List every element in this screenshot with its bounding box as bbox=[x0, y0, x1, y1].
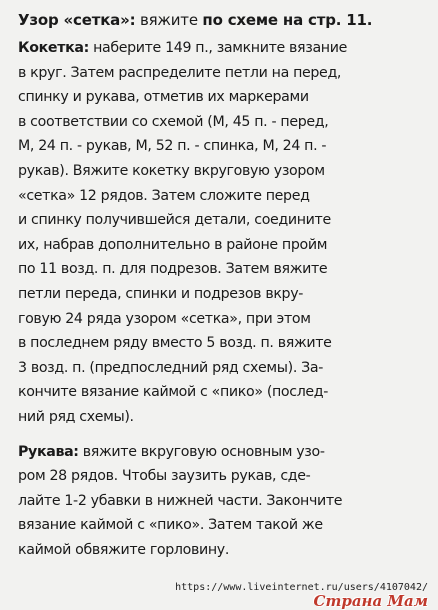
heading-reference: по схеме на стр. 11. bbox=[202, 11, 373, 29]
section-yoke bbox=[18, 36, 430, 430]
yoke-line-8: их, набрав дополнительно в районе пройм bbox=[18, 236, 328, 253]
yoke-line-3: в соответствии со схемой (М, 45 п. - перед, bbox=[18, 113, 329, 130]
yoke-line-2: спинку и рукава, отметив их маркерами bbox=[18, 89, 309, 106]
sleeves-line-3: вязание каймой с «пико». Затем такой же bbox=[18, 517, 323, 534]
yoke-line-5: рукав). Вяжите кокетку вкруговую узором bbox=[18, 162, 325, 179]
sleeves-line-4: каймой обвяжите горловину. bbox=[18, 541, 229, 558]
source-url[interactable]: https://www.liveinternet.ru/users/4107042/ bbox=[175, 582, 428, 593]
pattern-page bbox=[18, 8, 430, 562]
yoke-line-9: по 11 возд. п. для подрезов. Затем вяжите bbox=[18, 261, 328, 278]
yoke-line-12: в последнем ряду вместо 5 возд. п. вяжите bbox=[18, 335, 332, 352]
yoke-line-11: говую 24 ряда узором «сетка», при этом bbox=[18, 310, 311, 327]
pattern-heading bbox=[18, 8, 430, 32]
watermark-logo: Страна Мам bbox=[313, 592, 428, 610]
section-term-sleeves: Рукава: bbox=[18, 443, 79, 460]
yoke-line-4: М, 24 п. - рукав, М, 52 п. - спинка, М, 24 п. - bbox=[18, 138, 327, 155]
sleeves-line-0: Рукава: вяжите вкруговую основным узо- bbox=[18, 443, 325, 460]
yoke-line-13: 3 возд. п. (предпоследний ряд схемы). За- bbox=[18, 359, 323, 376]
heading-title: Узор «сетка»: bbox=[18, 11, 136, 29]
section-sleeves bbox=[18, 440, 430, 563]
footer bbox=[0, 578, 438, 610]
sleeves-line-2: лайте 1-2 убавки в нижней части. Закончите bbox=[18, 492, 343, 509]
yoke-line-15: ний ряд схемы). bbox=[18, 408, 134, 425]
yoke-line-0: Кокетка: наберите 149 п., замкните вязание bbox=[18, 40, 347, 56]
yoke-line-1: в круг. Затем распределите петли на перед, bbox=[18, 64, 342, 81]
yoke-line-10: петли переда, спинки и подрезов вкру- bbox=[18, 285, 304, 302]
yoke-line-7: и спинку получившейся детали, соедините bbox=[18, 212, 331, 229]
section-gap bbox=[18, 430, 430, 440]
heading-text: вяжите bbox=[135, 11, 203, 29]
section-term-yoke: Кокетка: bbox=[18, 40, 89, 56]
sleeves-line-1: ром 28 рядов. Чтобы заузить рукав, сде- bbox=[18, 468, 311, 485]
yoke-line-14: кончите вязание каймой с «пико» (послед- bbox=[18, 384, 329, 401]
yoke-line-6: «сетка» 12 рядов. Затем сложите перед bbox=[18, 187, 310, 204]
